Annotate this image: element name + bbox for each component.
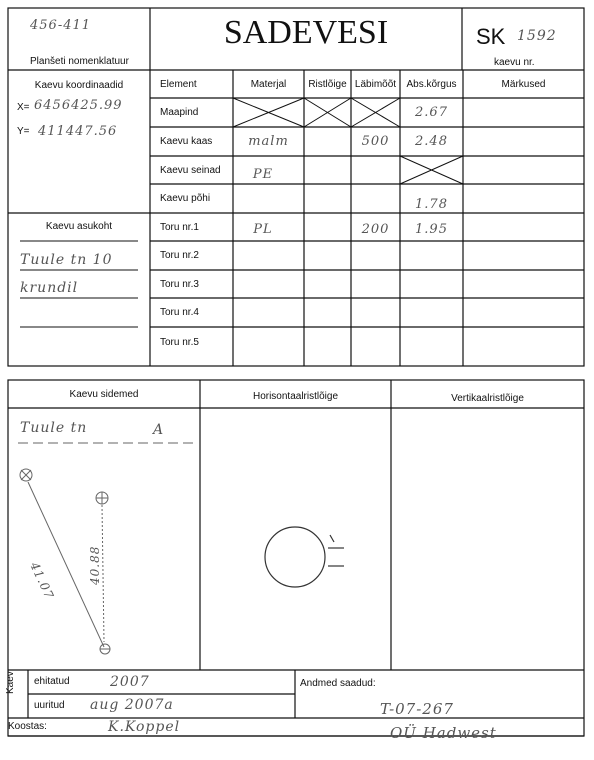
site-sketch [18, 443, 198, 654]
row-element: Kaevu seinad [160, 164, 221, 176]
row-element: Toru nr.1 [160, 221, 199, 233]
andmed-company: OÜ Hadwest [390, 724, 497, 742]
andmed-date: T-07-267 [380, 700, 454, 718]
row-labimoot: 500 [361, 134, 390, 149]
ehitatud-value: 2007 [110, 674, 150, 690]
row-labimoot: 200 [361, 221, 390, 237]
plansheet-label: Planšeti nomenklatuur [30, 56, 129, 67]
uuritud-label: uuritud [34, 700, 65, 711]
y-label: Y= [17, 126, 30, 137]
x-value: 6456425.99 [34, 98, 123, 113]
row-element: Toru nr.3 [160, 278, 199, 290]
row-abs: 1.95 [415, 221, 448, 237]
col-header-markused: Märkused [501, 78, 546, 90]
col-header-ristloige: Ristlõige [308, 78, 347, 90]
row-materjal: malm [248, 134, 289, 149]
page-title: SADEVESI [223, 14, 389, 51]
col-header-element: Element [160, 78, 197, 90]
sk-value: 1592 [517, 28, 557, 44]
row-element: Toru nr.4 [160, 307, 199, 318]
row-element: Maapind [160, 107, 199, 118]
location-label: Kaevu asukoht [45, 221, 113, 232]
row-element: Kaevu põhi [160, 193, 211, 204]
ehitatud-label: ehitatud [34, 676, 70, 687]
sk-label: kaevu nr. [494, 57, 535, 68]
andmed-label: Andmed saadud: [300, 678, 376, 689]
koostas-label: Koostas: [8, 721, 47, 732]
kaev-label: Kaev [5, 671, 16, 694]
plansheet-value: 456-411 [30, 18, 92, 33]
x-label: X= [17, 102, 30, 113]
row-element: Toru nr.5 [160, 336, 199, 348]
row-materjal: PL [253, 221, 273, 237]
row-element: Kaevu kaas [160, 136, 213, 147]
location-line1: Tuule tn 10 [20, 252, 113, 268]
street-name: Tuule tn [20, 420, 88, 436]
row-element: Toru nr.2 [160, 250, 199, 261]
location-line2: krundil [20, 280, 79, 296]
sidemed-label: Kaevu sidemed [69, 388, 139, 400]
manhole-cross-section [265, 527, 344, 587]
distance-1: 41.07 [27, 560, 57, 602]
row-abs: 2.48 [415, 134, 448, 149]
distance-2: 40.88 [88, 545, 102, 585]
coords-label: Kaevu koordinaadid [34, 80, 124, 91]
sk-prefix: SK [476, 24, 506, 49]
row-materjal: PE [252, 166, 274, 182]
col-header-materjal: Materjal [250, 78, 287, 90]
y-value: 411447.56 [38, 124, 118, 139]
row-abs: 1.78 [415, 197, 448, 212]
col-header-abs: Abs.kõrgus [406, 78, 457, 90]
uuritud-value: aug 2007a [90, 697, 174, 713]
horisontaal-label: Horisontaalristlõige [252, 390, 339, 402]
row-abs: 2.67 [415, 105, 448, 120]
col-header-labimoot: Läbimõõt [354, 78, 397, 90]
street-letter: A [153, 422, 165, 438]
vertikaal-label: Vertikaalristlõige [451, 392, 524, 404]
koostas-value: K.Koppel [108, 719, 181, 735]
